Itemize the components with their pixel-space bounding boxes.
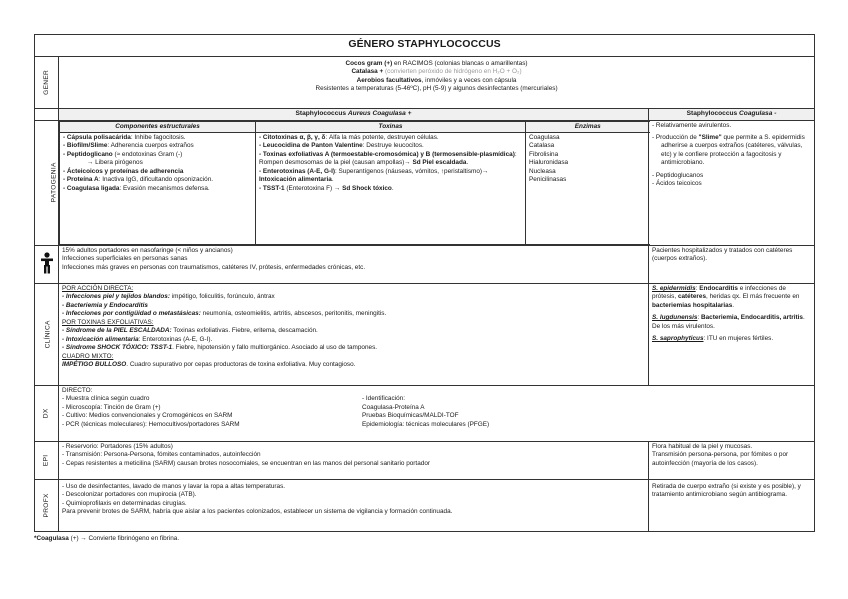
dx-item: Coagulasa-Proteína A <box>362 403 425 411</box>
dx-item: - PCR (técnicas moleculares): Hemocultivos/portadores SARM <box>62 420 240 428</box>
toxin-item: - Leucocidina de Panton Valentine: Destruye leucocitos. <box>259 142 424 150</box>
col-tox-header: Toxinas <box>256 121 526 132</box>
footnote: *Coagulasa (+) → Convierte fibrinógeno en fibrina. <box>34 535 180 543</box>
enzyme-item: Penicilinasas <box>529 176 567 184</box>
gener-line1-bold: Cocos gram (+) <box>345 59 393 67</box>
host-aureus-cell <box>59 246 649 284</box>
host-line: Infecciones superficiales en personas sanas <box>62 255 188 263</box>
page-title: GÉNERO STAPHYLOCOCCUS <box>35 35 815 57</box>
toxin-item: - Enterotoxinas (A-E, G-I): Superantígenos (náuseas, vómitos, ↑peristaltismo)→ Intoxicación alimentaria. <box>259 167 489 184</box>
enzyme-item: Fibrolisina <box>529 150 559 158</box>
section-label-epi: EPI <box>35 442 59 480</box>
patogenia-neg-cell <box>649 120 815 245</box>
epi-item: - Reservorio: Portadores (15% adultos) <box>62 443 173 451</box>
neg-clinica-item: S. lugdunensis: Bacteriemia, Endocarditis, artritis. De los más virulentos. <box>652 314 805 330</box>
epi-aureus-cell <box>59 442 649 480</box>
section-label-patogenia: PATOGENIA <box>35 120 59 245</box>
epi-item: - Cepas resistentes a meticilina (SARM) causan brotes nosocomiales, se encuentran en las manos del personal sanitario portador <box>62 459 431 467</box>
profx-neg-cell: Retirada de cuerpo extraño (si existe y es posible), y tratamiento antimicrobiano según antibiograma. <box>649 480 815 532</box>
clinica-heading: POR ACCIÓN DIRECTA: <box>62 285 134 293</box>
profx-aureus-cell <box>59 480 649 532</box>
toxin-item: - Citotoxinas α, β, γ, δ: Alfa la más potente, destruyen células. <box>259 134 439 142</box>
host-neg-cell: Pacientes hospitalizados y tratados con catéteres (cuerpos extraños). <box>649 246 815 284</box>
dx-heading: DIRECTO: <box>62 387 93 395</box>
profx-item: - Uso de desinfectantes, lavado de manos y lavar la ropa a altas temperaturas. <box>62 483 286 491</box>
struct-item: - Biofilm/Slime: Adherencia cuerpos extraños <box>63 142 194 150</box>
enzyme-item: Catalasa <box>529 142 555 150</box>
dx-item: - Identificación: <box>362 395 405 403</box>
staphylococcus-table <box>34 34 815 532</box>
struct-item: - Coagulasa ligada: Evasión mecanismos defensa. <box>63 184 210 192</box>
profx-item: - Descolonizar portadores con mupirocia (ATB). <box>62 491 197 499</box>
toxin-item: - TSST-1 (Enterotoxina F) → Sd Shock tóxico. <box>259 184 394 192</box>
section-label-dx: DX <box>35 386 59 442</box>
aureus-header: Staphylococcus Aureus Coagulasa + <box>59 108 649 120</box>
struct-item: - Cápsula polisacárida: Inhibe fagocitosis. <box>63 134 186 142</box>
neg-clinica-item: S. epidermidis: Endocarditis e infecciones de prótesis, catéteres, heridas qx. El más frecuente en bacteriemias hospitalarias. <box>652 285 800 309</box>
host-line: Infecciones más graves en personas con traumatismos, catéteres IV, prótesis, enfermedades crónicas, etc. <box>62 263 366 271</box>
neg-patogenia-item: - Relativamente avirulentos. <box>652 121 732 129</box>
enzyme-item: Nucleasa <box>529 167 556 175</box>
gener-line1: en RACIMOS (colonias blancas o amarillentas) <box>392 59 528 67</box>
neg-patogenia-item: - Producción de "Slime" que permite a S. epidermidis adherirse a cuerpos extraños (catéteres, válvulas, etc) y le confiere protección a fagocitosis y antimicrobiano. <box>652 134 805 167</box>
patogenia-aureus-cell <box>59 120 649 245</box>
clinica-heading: POR TOXINAS EXFOLIATIVAS: <box>62 318 154 326</box>
struct-item: - Proteína A: Inactiva IgG, dificultando opsonización. <box>63 176 214 184</box>
epi-neg-cell <box>649 442 815 480</box>
dx-item: Epidemiología: técnicas moleculares (PFGE) <box>362 420 490 428</box>
dx-item: Pruebas Bioquímicas/MALDI-TOF <box>362 412 459 420</box>
patogenia-inner-table <box>59 121 650 245</box>
person-icon <box>35 246 59 284</box>
dx-cell <box>59 386 815 442</box>
section-label-profx: PROFX <box>35 480 59 532</box>
neg-clinica-item: S. saprophyticus: ITU en mujeres fértiles. <box>652 335 774 343</box>
gener-line3-bold: Aerobios facultativos <box>356 76 422 84</box>
section-label-gener: GENER <box>35 56 59 108</box>
epi-neg-item: Flora habitual de la piel y mucosas. <box>652 443 753 451</box>
gener-line4: Resistentes a temperaturas (5-46ºC), pH (5-9) y algunos desinfectantes (mercuriales) <box>315 85 558 93</box>
epi-neg-item: Transmisión persona-persona, por fómites o por autoinfección (mayoría de los casos). <box>652 451 789 467</box>
gener-line2: (convierten peróxido de hidrógeno en H₂O + O₂) <box>383 68 522 76</box>
neg-patogenia-item: - Peptidoglucanos <box>652 171 704 179</box>
toxin-item: - Toxinas exfoliativas A (termoestable-cromosómica) y B (termosensible-plasmídica): Rompen desmosomas de la piel (causan ampollas)→ Sd Piel escaldada. <box>259 150 517 167</box>
profx-item: Para prevenir brotes de SARM, habría que aislar a los pacientes colonizados, establecer un sistema de vigilancia y formación continuada. <box>62 508 453 516</box>
struct-item: → Libera pirógenos <box>87 159 143 167</box>
document-sheet <box>34 34 814 542</box>
dx-item: - Cultivo: Medios convencionales y Cromogénicos en SARM <box>62 412 233 420</box>
col-struct-header: Componentes estructurales <box>60 121 256 132</box>
gener-line2-bold: Catalasa + <box>351 68 384 76</box>
coagulasa-neg-header: Staphylococcus Coagulasa - <box>649 108 815 120</box>
section-label-clinica: CLÍNICA <box>35 284 59 386</box>
gener-line3: , inmóviles y a veces con cápsula <box>421 76 517 84</box>
enzyme-item: Coagulasa <box>529 134 560 142</box>
dx-item: - Muestra clínica según cuadro <box>62 395 150 403</box>
host-line: 15% adultos portadores en nasofaringe (< niños y ancianos) <box>62 247 233 255</box>
epi-item: - Transmisión: Persona-Persona, fómites contaminados, autoinfección <box>62 451 261 459</box>
struct-item: - Peptidoglicano (≈ endotoxinas Gram (-) <box>63 150 183 158</box>
col-enz-header: Enzimas <box>526 121 650 132</box>
dx-item: - Microscopía: Tinción de Gram (+) <box>62 403 161 411</box>
clinica-aureus-cell: POR ACCIÓN DIRECTA: - Infecciones piel y tejidos blandos: impétigo, foliculitis, forúnculo, ántrax - Bacteriemia y Endocarditis - Infecciones por contigüidad o metastásicas: neumonía, osteomielitis, artritis, abscesos, peritonitis, meningitis. POR TOXINAS EXFOLIATIVAS: - Síndrome de la PIEL ESCALDADA: Toxinas exfoliativas. Fiebre, eritema, descamación. - Intoxicación alimentaria: Enterotoxinas (A-E, G-I). - Síndrome SHOCK TÓXICO: TSST-1. Fiebre, hipotensión y fallo multiorgánico. Asociado al uso de tampones. CUADRO MIXTO: IMPÉTIGO BULLOSO. Cuadro supurativo por cepas productoras de toxina exfoliativa. Muy contagioso. <box>59 284 649 386</box>
gener-cell <box>59 56 815 108</box>
enzyme-item: Hialuronidasa <box>529 159 569 167</box>
neg-patogenia-item: - Ácidos teicoicos <box>652 180 702 188</box>
struct-item: - Ácteicoicos y proteínas de adherencia <box>63 167 184 175</box>
clinica-neg-cell <box>649 284 815 386</box>
profx-item: - Quimioprofilaxis en determinadas cirugías. <box>62 499 187 507</box>
clinica-heading: CUADRO MIXTO: <box>62 352 114 360</box>
